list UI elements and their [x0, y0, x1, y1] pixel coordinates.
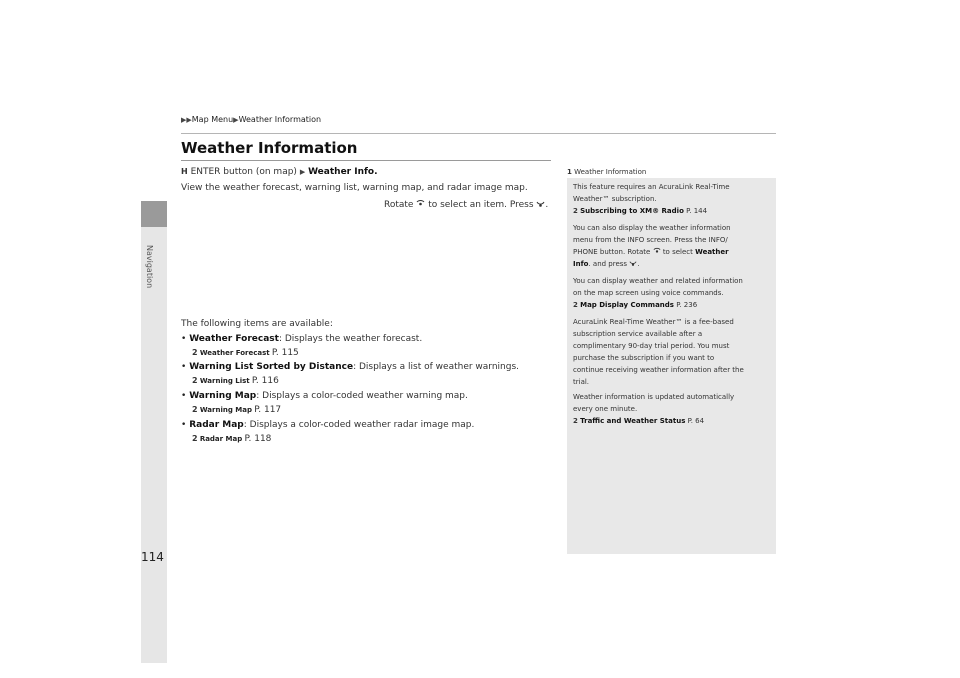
rotate-end: .	[545, 200, 549, 210]
breadcrumb	[181, 115, 321, 124]
reference-icon: 2	[573, 207, 578, 215]
ref-name: Warning List	[199, 377, 250, 385]
page-number: 114	[141, 550, 164, 564]
cross-reference[interactable]: 2 Map Display Commands P. 236	[573, 301, 698, 309]
ref-name: Radar Map	[199, 435, 243, 443]
triangle-right-icon: ▶	[233, 116, 239, 124]
menu-path-button: ENTER button (on map)	[190, 167, 297, 177]
list-item: • Warning Map: Displays a color-coded weather warning map.	[181, 391, 468, 401]
interface-dial-rotate-icon	[416, 199, 425, 208]
section-tab-marker	[141, 201, 167, 227]
sidebar-paragraph: Weather information is updated automatically every one minute. 2 Traffic and Weather Status P. 64	[573, 391, 773, 427]
title-divider	[181, 160, 551, 161]
cross-reference[interactable]	[192, 434, 271, 444]
sidebar-paragraph: AcuraLink Real-Time Weather™ is a fee-based subscription service available after a complimentary 90-day trial period. You must purchase the subscription if you want to continue receiving weather information after the trial.	[573, 318, 744, 386]
list-item: • Radar Map: Displays a color-coded weather radar image map.	[181, 420, 475, 430]
item-desc: : Displays a color-coded weather radar image map.	[243, 420, 475, 430]
header-divider	[181, 133, 776, 134]
item-desc: : Displays a color-coded weather warning map.	[256, 391, 468, 401]
section-tab-label: Navigation	[145, 245, 154, 289]
breadcrumb-item-map-menu[interactable]: Map Menu	[191, 115, 234, 124]
item-name: Warning List Sorted by Distance	[189, 362, 354, 372]
cross-reference[interactable]: 2 Subscribing to XM® Radio P. 144	[573, 207, 708, 215]
reference-icon: 2	[192, 376, 198, 385]
list-item: • Warning List Sorted by Distance: Displays a list of weather warnings.	[181, 362, 520, 372]
select-instruction: to select an item. Press	[428, 200, 534, 210]
cross-reference[interactable]: 2 Traffic and Weather Status P. 64	[573, 417, 705, 425]
ref-name: Weather Forecast	[199, 349, 270, 357]
list-item: • Weather Forecast: Displays the weather forecast.	[181, 334, 423, 344]
triangle-right-icon: ▶▶	[181, 116, 192, 124]
rotate-instruction	[384, 199, 548, 210]
cross-reference[interactable]	[192, 348, 299, 358]
ref-page: P. 118	[244, 434, 272, 444]
cross-reference[interactable]	[192, 376, 279, 386]
item-name: Weather Forecast	[189, 334, 279, 344]
ref-page: P. 117	[254, 405, 282, 415]
sidebar-heading: 1 Weather Information	[567, 168, 647, 176]
home-glyph-icon: H	[181, 167, 188, 176]
section-tab-strip	[141, 227, 167, 663]
cross-reference[interactable]	[192, 405, 281, 415]
menu-path	[181, 167, 378, 177]
reference-icon: 2	[192, 348, 198, 357]
reference-icon: 2	[573, 417, 578, 425]
item-name: Radar Map	[189, 420, 244, 430]
sidebar-paragraph: You can display weather and related information on the map screen using voice commands. 2 Map Display Commands P. 236	[573, 275, 773, 311]
reference-icon: 2	[192, 405, 198, 414]
item-desc: : Displays the weather forecast.	[278, 334, 423, 344]
breadcrumb-item-weather-information[interactable]: Weather Information	[238, 115, 322, 124]
ref-name: Warning Map	[199, 406, 252, 414]
list-intro: The following items are available:	[181, 319, 333, 329]
item-desc: : Displays a list of weather warnings.	[353, 362, 520, 372]
interface-dial-rotate-icon	[653, 247, 661, 255]
reference-icon: 2	[192, 434, 198, 443]
ref-page: P. 116	[251, 376, 279, 386]
item-name: Warning Map	[189, 391, 257, 401]
page-title: Weather Information	[181, 139, 358, 157]
sidebar-paragraph: You can also display the weather information menu from the INFO screen. Press the INFO/ PHONE button. Rotate to select Weather Info. and press .	[573, 224, 731, 268]
sidebar-paragraph: This feature requires an AcuraLink Real-Time Weather™ subscription. 2 Subscribing to XM® Radio P. 144	[573, 181, 773, 217]
intro-text: View the weather forecast, warning list, warning map, and radar image map.	[181, 183, 528, 193]
reference-icon: 2	[573, 301, 578, 309]
rotate-label: Rotate	[384, 200, 414, 210]
reference-icon: 1	[567, 168, 572, 176]
ref-page: P. 115	[271, 348, 299, 358]
menu-path-target: Weather Info.	[308, 167, 378, 177]
triangle-right-icon: ▶	[299, 168, 306, 176]
